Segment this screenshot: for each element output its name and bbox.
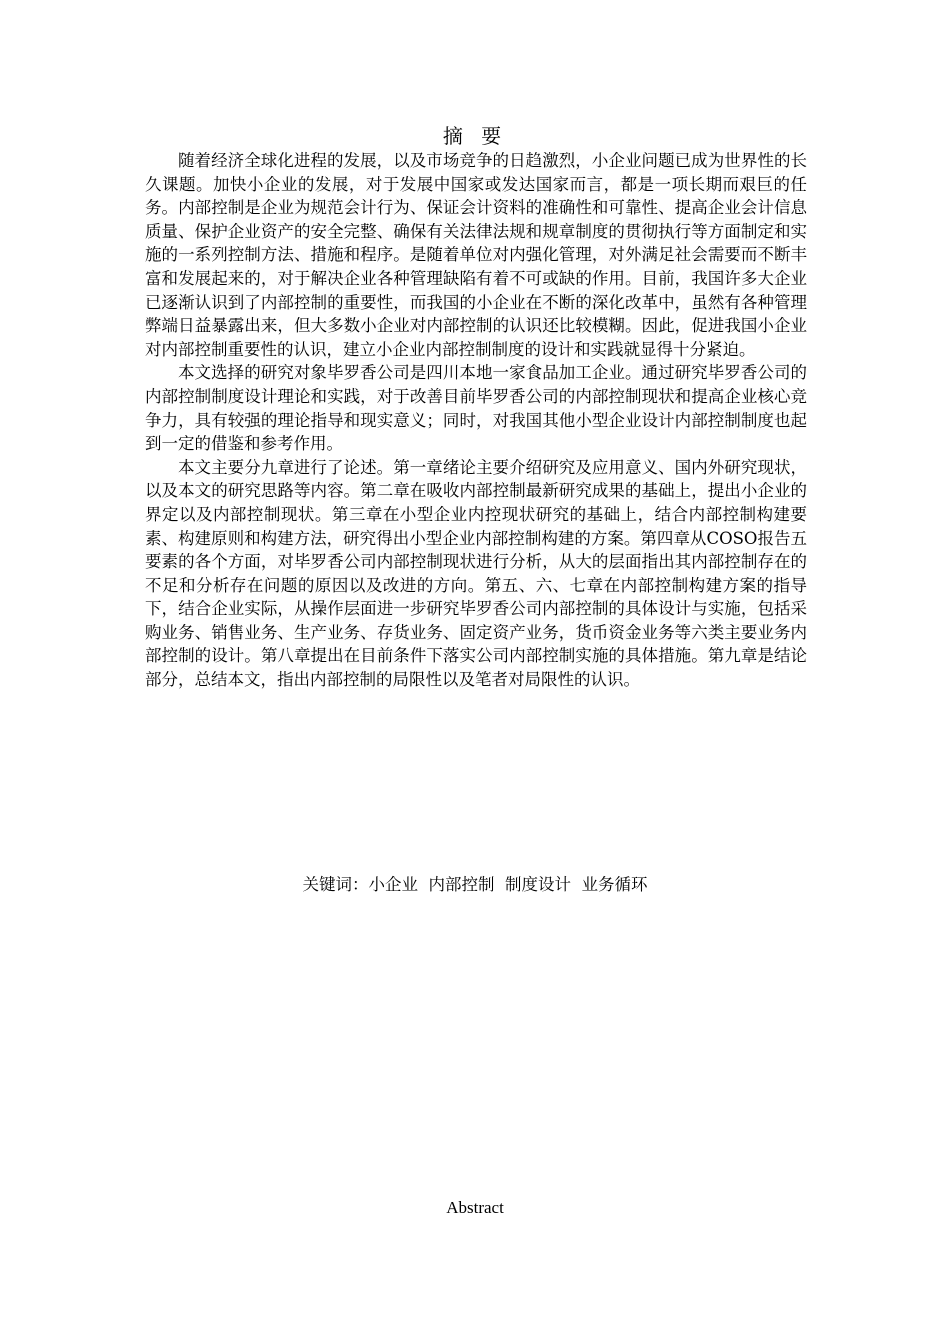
abstract-paragraph-3: 本文主要分九章进行了论述。第一章绪论主要介绍研究及应用意义、国内外研究现状，以及本文的研究思路等内容。第二章在吸收内部控制最新研究成果的基础上，提出小企业的界定以及内部控制现状。第三章在小型企业内控现状研究的基础上，结合内部控制构建要素、构建原则和构建方法，研究得出小型企业内部控制构建的方案。第四章从COSO报告五要素的各个方面，对毕罗香公司内部控制现状进行分析，从大的层面指出其内部控制存在的不足和分析存在问题的原因以及改进的方向。第五、六、七章在内部控制构建方案的指导下，结合企业实际，从操作层面进一步研究毕罗香公司内部控制的具体设计与实施，包括采购业务、销售业务、生产业务、存货业务、固定资产业务，货币资金业务等六类主要业务内部控制的设计。第八章提出在目前条件下落实公司内部控制实施的具体措施。第九章是结论部分，总结本文，指出内部控制的局限性以及笔者对局限性的认识。 — [145, 457, 807, 690]
keywords-line: 关键词：小企业 内部控制 制度设计 业务循环 — [302, 875, 648, 894]
abstract-paragraph-1: 随着经济全球化进程的发展，以及市场竞争的日趋激烈，小企业问题已成为世界性的长久课题。加快小企业的发展，对于发展中国家或发达国家而言，都是一项长期而艰巨的任务。内部控制是企业为规范会计行为、保证会计资料的准确性和可靠性、提高企业会计信息质量、保护企业资产的安全完整、确保有关法律法规和规章制度的贯彻执行等方面制定和实施的一系列控制方法、措施和程序。是随着单位对内强化管理，对外满足社会需要而不断丰富和发展起来的，对于解决企业各种管理缺陷有着不可或缺的作用。目前，我国许多大企业已逐渐认识到了内部控制的重要性，而我国的小企业在不断的深化改革中，虽然有各种管理弊端日益暴露出来，但大多数小企业对内部控制的认识还比较模糊。因此，促进我国小企业对内部控制重要性的认识，建立小企业内部控制制度的设计和实践就显得十分紧迫。 — [145, 151, 807, 359]
abstract-body — [145, 149, 807, 692]
english-abstract-heading: Abstract — [446, 1198, 504, 1217]
page-title: 摘 要 — [442, 124, 508, 148]
abstract-paragraph-2: 本文选择的研究对象毕罗香公司是四川本地一家食品加工企业。通过研究毕罗香公司的内部控制制度设计理论和实践，对于改善目前毕罗香公司的内部控制现状和提高企业核心竞争力，具有较强的理论指导和现实意义；同时，对我国其他小型企业设计内部控制制度也起到一定的借鉴和参考作用。 — [145, 363, 807, 454]
